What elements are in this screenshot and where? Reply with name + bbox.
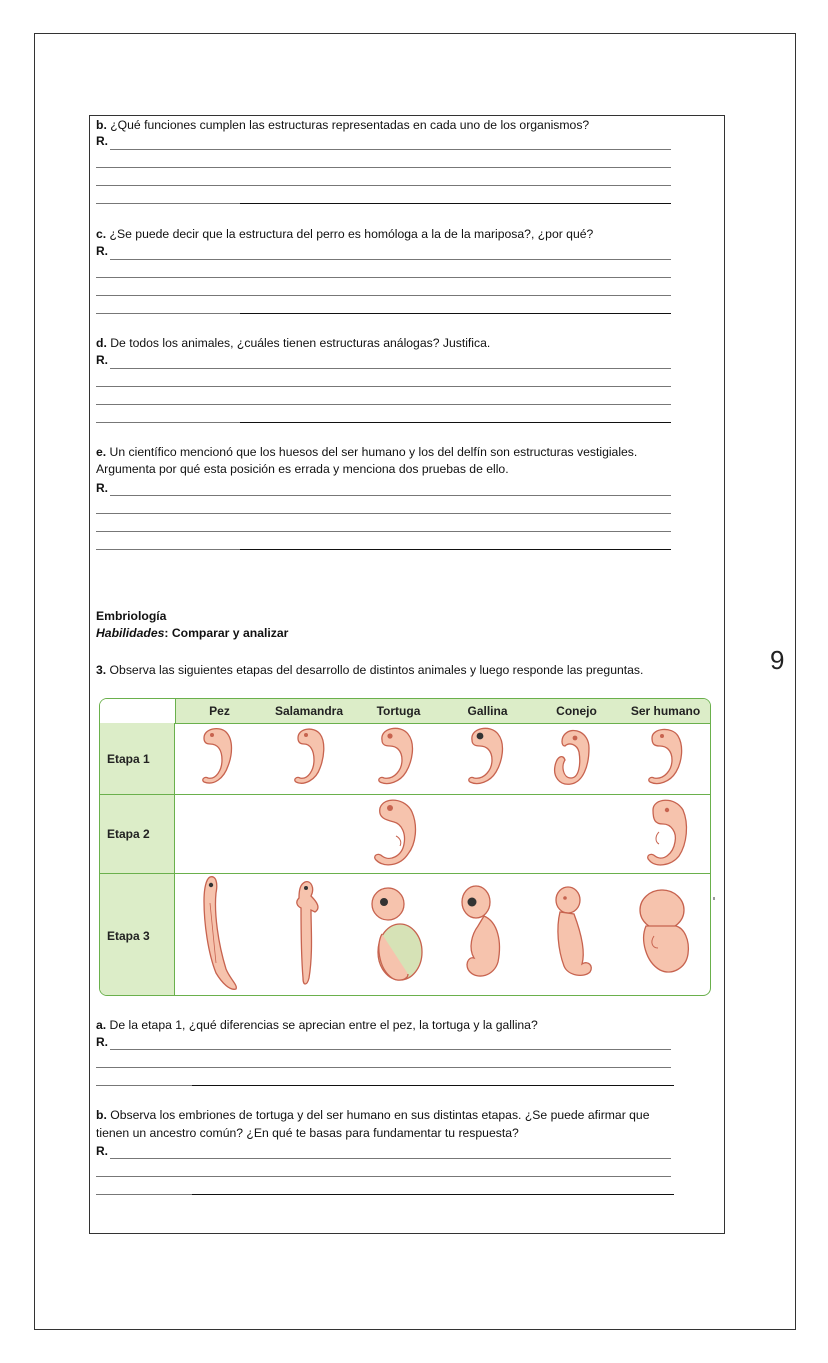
answer-line[interactable]	[192, 1194, 674, 1195]
question-b: b. ¿Qué funciones cumplen las estructuras representadas en cada uno de los organismos?	[96, 118, 590, 132]
table-header-row	[100, 699, 710, 724]
embryo-icon-salamandra-etapa-3	[291, 878, 325, 988]
embryo-icon-tortuga-etapa-1	[374, 726, 418, 788]
embryo-icon-gallina-etapa-3	[458, 882, 508, 982]
embryo-icon-gallina-etapa-1	[464, 726, 508, 788]
answer-line[interactable]	[96, 549, 240, 550]
column-header-gallina: Gallina	[467, 704, 508, 718]
column-header-salamandra: Salamandra	[274, 704, 344, 718]
answer-line[interactable]	[96, 513, 671, 514]
answer-line[interactable]	[110, 495, 671, 496]
embryo-icon-ser-humano-etapa-2	[641, 796, 691, 870]
answer-line[interactable]	[96, 386, 671, 387]
stray-mark	[713, 897, 715, 900]
answer-line[interactable]	[240, 422, 671, 423]
answer-line[interactable]	[96, 531, 671, 532]
column-header-tortuga: Tortuga	[376, 704, 421, 718]
answer-label-b-bottom: R.	[96, 1144, 108, 1158]
answer-line[interactable]	[240, 549, 671, 550]
answer-line[interactable]	[96, 1085, 192, 1086]
embryo-icon-tortuga-etapa-3	[368, 884, 424, 984]
answer-label-c: R.	[96, 244, 108, 258]
answer-line[interactable]	[110, 368, 671, 369]
answer-line[interactable]	[110, 1158, 671, 1159]
answer-line[interactable]	[96, 1067, 671, 1068]
answer-line[interactable]	[96, 1176, 671, 1177]
embryo-icon-salamandra-etapa-1	[290, 726, 330, 788]
embryo-icon-tortuga-etapa-2	[370, 796, 422, 870]
embryo-icon-pez-etapa-3	[196, 873, 242, 993]
answer-label-a: R.	[96, 1035, 108, 1049]
answer-label-b: R.	[96, 134, 108, 148]
question-e: e. Un científico mencionó que los huesos del ser humano y los del delfín son estructuras vestigiales.	[96, 445, 638, 459]
table-corner-cell	[100, 699, 176, 723]
answer-label-d: R.	[96, 353, 108, 367]
answer-line[interactable]	[96, 1194, 192, 1195]
row-separator	[100, 794, 710, 795]
question-b-bottom: b. Observa los embriones de tortuga y del ser humano en sus distintas etapas. ¿Se puede afirmar que	[96, 1108, 650, 1122]
answer-line[interactable]	[96, 185, 671, 186]
question-a-bottom: a. De la etapa 1, ¿qué diferencias se aprecian entre el pez, la tortuga y la gallina?	[96, 1018, 538, 1032]
answer-line[interactable]	[192, 1085, 674, 1086]
answer-line[interactable]	[240, 203, 671, 204]
question-b-bottom-line2: tienen un ancestro común? ¿En qué te basas para fundamentar tu respuesta?	[96, 1126, 519, 1140]
answer-line[interactable]	[96, 404, 671, 405]
answer-line[interactable]	[110, 149, 671, 150]
answer-line[interactable]	[96, 277, 671, 278]
row-header-etapa-2: Etapa 2	[100, 795, 175, 873]
answer-line[interactable]	[96, 203, 240, 204]
question-d: d. De todos los animales, ¿cuáles tienen estructuras análogas? Justifica.	[96, 336, 491, 350]
embryo-icon-ser-humano-etapa-1	[644, 726, 688, 788]
answer-line[interactable]	[96, 295, 671, 296]
answer-line[interactable]	[96, 167, 671, 168]
answer-line[interactable]	[110, 259, 671, 260]
activity-3-instruction: 3. Observa las siguientes etapas del desarrollo de distintos animales y luego responde las preguntas.	[96, 663, 644, 677]
row-header-etapa-1: Etapa 1	[100, 723, 175, 794]
row-separator	[100, 873, 710, 874]
answer-line[interactable]	[110, 1049, 671, 1050]
row-header-etapa-3: Etapa 3	[100, 874, 175, 996]
embryo-icon-ser-humano-etapa-3	[636, 888, 694, 974]
embryo-icon-pez-etapa-1	[198, 726, 238, 788]
answer-line[interactable]	[96, 313, 240, 314]
answer-line[interactable]	[96, 422, 240, 423]
section-title: Embriología	[96, 609, 167, 623]
answer-line[interactable]	[240, 313, 671, 314]
question-e-line2: Argumenta por qué esta posición es errada y menciona dos pruebas de ello.	[96, 462, 509, 476]
answer-label-e: R.	[96, 481, 108, 495]
embryo-icon-conejo-etapa-1	[551, 726, 595, 788]
column-header-ser-humano: Ser humano	[630, 704, 701, 718]
page-number: 9	[770, 645, 785, 675]
column-header-pez: Pez	[209, 704, 230, 718]
question-c: c. ¿Se puede decir que la estructura del perro es homóloga a la de la mariposa?, ¿por qué?	[96, 227, 594, 241]
column-header-conejo: Conejo	[556, 704, 597, 718]
skills-line: Habilidades: Comparar y analizar	[96, 626, 289, 640]
embryo-icon-conejo-etapa-3	[550, 884, 596, 980]
